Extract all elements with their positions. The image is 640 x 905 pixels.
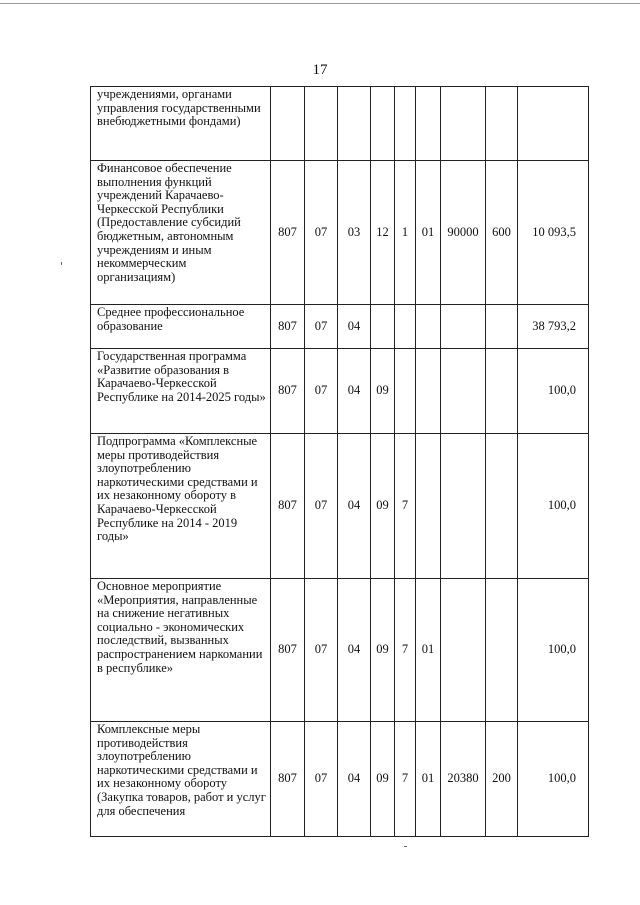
scan-speck bbox=[404, 846, 407, 847]
cell-direction: 20380 bbox=[441, 722, 486, 837]
cell-program: 09 bbox=[371, 579, 395, 722]
page-number: 17 bbox=[312, 62, 328, 78]
cell-section: 07 bbox=[305, 434, 338, 579]
cell-event: 01 bbox=[416, 161, 441, 305]
cell-name: Основное мероприятие «Мероприятия, направленные на снижение негативных социально - экономических последствий, вызванных распространением наркомании в республике» bbox=[91, 579, 271, 722]
cell-subsection: 04 bbox=[338, 349, 371, 434]
table-row bbox=[91, 349, 589, 434]
cell-subprogram bbox=[395, 87, 416, 161]
cell-subsection: 04 bbox=[338, 305, 371, 349]
cell-direction: 90000 bbox=[441, 161, 486, 305]
budget-table bbox=[90, 86, 589, 837]
cell-name: Государственная программа «Развитие образования в Карачаево-Черкесской Республике на 2014-2025 годы» bbox=[91, 349, 271, 434]
cell-program: 12 bbox=[371, 161, 395, 305]
cell-ministry: 807 bbox=[271, 579, 305, 722]
cell-subsection: 04 bbox=[338, 722, 371, 837]
cell-name: Финансовое обеспечение выполнения функций учреждений Карачаево-Черкесской Республики (Предоставление субсидий бюджетным, автономным учреждениям и иным некоммерческим организациям) bbox=[91, 161, 271, 305]
cell-program bbox=[371, 305, 395, 349]
cell-event: 01 bbox=[416, 579, 441, 722]
cell-section bbox=[305, 87, 338, 161]
cell-subprogram: 1 bbox=[395, 161, 416, 305]
cell-section: 07 bbox=[305, 579, 338, 722]
cell-subprogram bbox=[395, 305, 416, 349]
table-row bbox=[91, 434, 589, 579]
cell-direction bbox=[441, 434, 486, 579]
cell-expense-type bbox=[486, 305, 518, 349]
cell-section: 07 bbox=[305, 722, 338, 837]
cell-expense-type bbox=[486, 434, 518, 579]
cell-section: 07 bbox=[305, 305, 338, 349]
cell-amount: 10 093,5 bbox=[518, 161, 589, 305]
cell-subsection: 04 bbox=[338, 579, 371, 722]
cell-direction bbox=[441, 579, 486, 722]
page-top-rule bbox=[0, 3, 640, 4]
cell-name: Среднее профессиональное образование bbox=[91, 305, 271, 349]
cell-expense-type bbox=[486, 349, 518, 434]
table-row bbox=[91, 161, 589, 305]
cell-amount bbox=[518, 87, 589, 161]
cell-subprogram: 7 bbox=[395, 434, 416, 579]
cell-ministry: 807 bbox=[271, 434, 305, 579]
cell-direction bbox=[441, 305, 486, 349]
cell-name: Подпрограмма «Комплексные меры противодействия злоупотреблению наркотическими средствами и их незаконному обороту в Карачаево-Черкесской Республике на 2014 - 2019 годы» bbox=[91, 434, 271, 579]
cell-name: учреждениями, органами управления государственными внебюджетными фондами) bbox=[91, 87, 271, 161]
table-row bbox=[91, 87, 589, 161]
cell-subsection bbox=[338, 87, 371, 161]
cell-expense-type: 600 bbox=[486, 161, 518, 305]
cell-amount: 100,0 bbox=[518, 349, 589, 434]
cell-event bbox=[416, 434, 441, 579]
cell-amount: 100,0 bbox=[518, 579, 589, 722]
cell-program: 09 bbox=[371, 722, 395, 837]
cell-subprogram bbox=[395, 349, 416, 434]
cell-ministry bbox=[271, 87, 305, 161]
cell-section: 07 bbox=[305, 161, 338, 305]
cell-event bbox=[416, 305, 441, 349]
cell-program: 09 bbox=[371, 349, 395, 434]
cell-ministry: 807 bbox=[271, 722, 305, 837]
table-row bbox=[91, 722, 589, 837]
scan-speck bbox=[61, 262, 62, 265]
cell-subsection: 04 bbox=[338, 434, 371, 579]
cell-name: Комплексные меры противодействия злоупотреблению наркотическими средствами и их незаконному обороту (Закупка товаров, работ и услуг для обеспечения bbox=[91, 722, 271, 837]
cell-expense-type bbox=[486, 579, 518, 722]
cell-event bbox=[416, 87, 441, 161]
cell-expense-type: 200 bbox=[486, 722, 518, 837]
cell-subprogram: 7 bbox=[395, 579, 416, 722]
cell-amount: 100,0 bbox=[518, 722, 589, 837]
cell-amount: 38 793,2 bbox=[518, 305, 589, 349]
cell-expense-type bbox=[486, 87, 518, 161]
cell-ministry: 807 bbox=[271, 161, 305, 305]
cell-direction bbox=[441, 349, 486, 434]
cell-program bbox=[371, 87, 395, 161]
cell-subsection: 03 bbox=[338, 161, 371, 305]
table-row bbox=[91, 579, 589, 722]
cell-program: 09 bbox=[371, 434, 395, 579]
cell-ministry: 807 bbox=[271, 349, 305, 434]
cell-ministry: 807 bbox=[271, 305, 305, 349]
table-row bbox=[91, 305, 589, 349]
cell-direction bbox=[441, 87, 486, 161]
cell-event: 01 bbox=[416, 722, 441, 837]
cell-section: 07 bbox=[305, 349, 338, 434]
cell-subprogram: 7 bbox=[395, 722, 416, 837]
cell-event bbox=[416, 349, 441, 434]
cell-amount: 100,0 bbox=[518, 434, 589, 579]
